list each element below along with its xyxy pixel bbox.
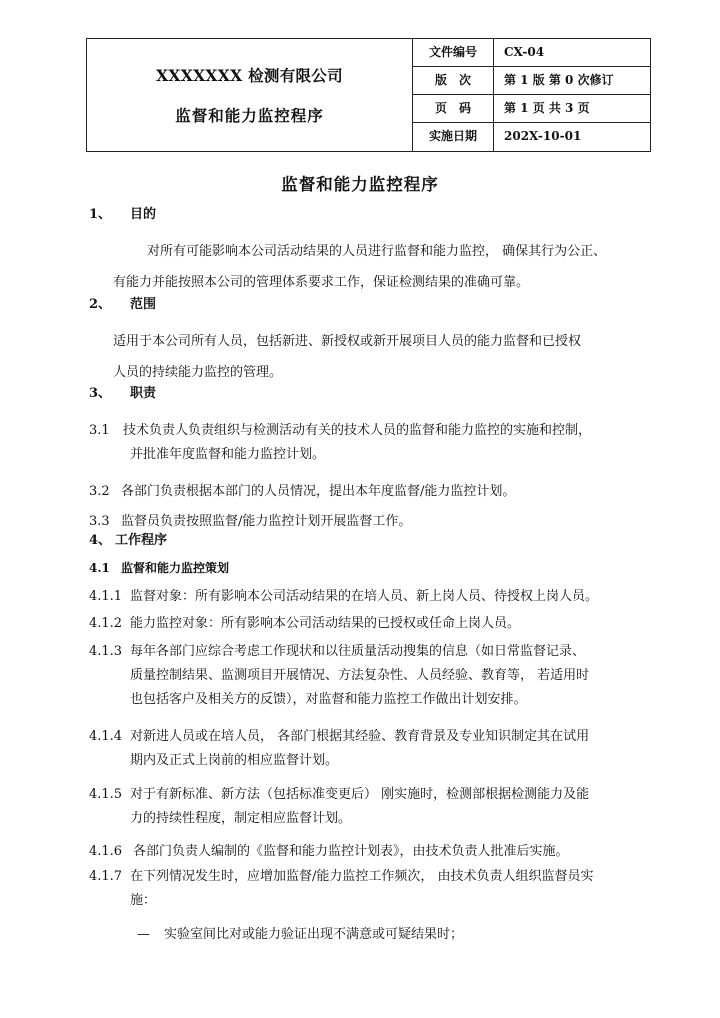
header-label: 版 次	[413, 67, 494, 94]
item-line: 对于有新标准、新方法（包括标准变更后） 刚实施时，检测部根据检测能力及能	[130, 787, 590, 802]
item-line: 每年各部门应综合考虑工作现状和以往质量活动搜集的信息（如日常监督记录、	[130, 644, 586, 659]
item-line: 期内及正式上岗前的相应监督计划。	[130, 753, 339, 768]
item-line: 各部门负责人编制的《监督和能力监控计划表》，由技术负责人批准后实施。	[133, 844, 569, 859]
item-line: 施：	[130, 893, 157, 908]
company-name: XXXXXXX 检测有限公司	[156, 66, 343, 85]
bullet-mark: —	[137, 927, 150, 942]
item-number: 4.1.1	[89, 589, 123, 604]
section-number: 4、	[89, 533, 112, 548]
item-line: 质量控制结果、监测项目开展情况、方法复杂性、人员经验、教育等， 若适用时	[130, 668, 590, 683]
item-number: 4.1.3	[89, 644, 123, 659]
section-heading: 范围	[130, 297, 157, 312]
section-heading: 目的	[130, 207, 157, 222]
item-line: 能力监控对象：所有影响本公司活动结果的已授权或任命上岗人员。	[130, 616, 521, 631]
item-line: 在下列情况发生时，应增加监督/能力监控工作频次， 由技术负责人组织监督员实	[130, 869, 594, 884]
subsection-number: 4.1	[89, 561, 110, 575]
item-line: 并批准年度监督和能力监控计划。	[130, 447, 326, 462]
section-heading: 工作程序	[115, 533, 168, 548]
section-number: 1、	[89, 207, 112, 222]
paragraph-line: 有能力并能按照本公司的管理体系要求工作，保证检测结果的准确可靠。	[113, 275, 530, 290]
page-title: 监督和能力监控程序	[281, 175, 439, 194]
paragraph-line: 适用于本公司所有人员，包括新进、新授权或新开展项目人员的能力监督和已授权	[113, 334, 582, 349]
header-label: 实施日期	[413, 123, 494, 151]
header-row-file-number	[413, 39, 650, 67]
subsection-heading: 监督和能力监控策划	[121, 561, 230, 575]
header-row-page	[413, 95, 650, 123]
item-number: 3.2	[89, 484, 110, 499]
header-value: 第 1 页 共 3 页	[504, 101, 590, 115]
item-number: 3.3	[89, 514, 110, 529]
item-number: 4.1.4	[89, 729, 123, 744]
item-number: 4.1.5	[89, 787, 123, 802]
item-number: 3.1	[89, 423, 110, 438]
section-number: 2、	[89, 297, 112, 312]
header-value: 202X-10-01	[504, 129, 582, 143]
header-procedure-name: 监督和能力监控程序	[175, 106, 324, 125]
section-heading: 职责	[130, 386, 157, 401]
header-value: 第 1 版 第 0 次修订	[504, 73, 614, 87]
paragraph-line: 对所有可能影响本公司活动结果的人员进行监督和能力监控， 确保其行为公正、	[147, 244, 607, 259]
section-number: 3、	[89, 386, 112, 401]
header-label: 文件编号	[413, 39, 494, 66]
header-row-edition	[413, 67, 650, 95]
header-label: 页 码	[413, 95, 494, 122]
header-left-cell	[87, 39, 413, 151]
paragraph-line: 人员的持续能力监控的管理。	[113, 365, 283, 380]
item-line: 也包括客户及相关方的反馈），对监督和能力监控工作做出计划安排。	[130, 692, 527, 707]
item-number: 4.1.2	[89, 616, 123, 631]
item-line: 力的持续性程度，制定相应监督计划。	[130, 811, 352, 826]
item-line: 各部门负责根据本部门的人员情况，提出本年度监督/能力监控计划。	[121, 484, 516, 499]
document-header-table	[86, 38, 651, 152]
item-line: 对新进人员或在培人员， 各部门根据其经验、教育背景及专业知识制定其在试用	[130, 729, 590, 744]
item-line: 技术负责人负责组织与检测活动有关的技术人员的监督和能力监控的实施和控制，	[123, 423, 592, 438]
bullet-text: 实验室间比对或能力验证出现不满意或可疑结果时；	[164, 927, 464, 942]
item-line: 监督对象：所有影响本公司活动结果的在培人员、新上岗人员、待授权上岗人员。	[130, 589, 599, 604]
item-number: 4.1.7	[89, 869, 123, 884]
item-line: 监督员负责按照监督/能力监控计划开展监督工作。	[121, 514, 412, 529]
header-row-effective-date	[413, 123, 650, 151]
header-value: CX-04	[504, 45, 545, 59]
item-number: 4.1.6	[89, 844, 123, 859]
